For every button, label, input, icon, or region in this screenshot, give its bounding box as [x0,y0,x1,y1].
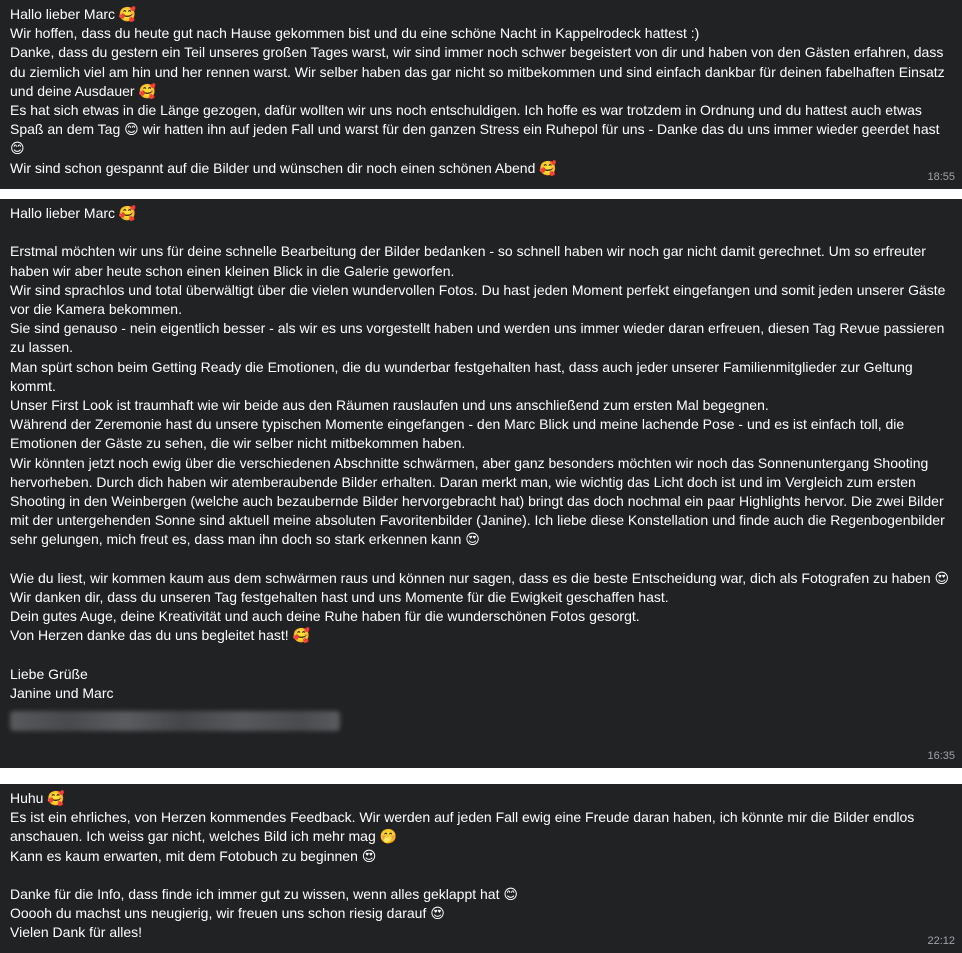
message-line: Janine und Marc [10,685,114,702]
message-line: Wir könnten jetzt noch ewig über die verschiedenen Abschnitte schwärmen, aber ganz besonders möchten wir noch das Sonnenuntergang Shooting hervorheben. Durch dich haben wir atemberaubende Bilder erhalten. Daran merkt man, wie wichtig das Licht doch ist und im Vergleich zum ersten Shooting in den Weinbergen (welche auch bezaubernde Bilder hervorgebracht hat) bringt das doch nochmal ein paar Highlights hervor. Die zwei Bilder mit der untergehenden Sonne sind aktuell meine absoluten Favoritenbilder (Janine). Ich liebe diese Konstellation und finde auch die Regenbogenbilder sehr gelungen, mich freut es, dass man ihn doch so stark erkennen kann 😍 [10,454,949,548]
message-line: Kann es kaum erwarten, mit dem Fotobuch zu beginnen 😍 [10,847,377,864]
message-line: Sie sind genauso - nein eigentlich besser - als wir es uns vorgestellt haben und werden uns immer wieder daran erfreuen, diesen Tag Revue passieren zu lassen. [10,320,949,356]
message-line: Es hat sich etwas in die Länge gezogen, dafür wollten wir uns noch entschuldigen. Ich hoffe es war trotzdem in Ordnung und du hattest auch etwas Spaß an dem Tag 😊 wir hatten ihn auf jeden Fall und warst für den ganzen Stress ein Ruhepol für uns - Danke das du uns immer wieder geerdet hast 😊 [10,102,944,157]
message-line [10,646,952,665]
message-line: Hallo lieber Marc 🥰 [10,6,137,22]
message-line: Erstmal möchten wir uns für deine schnelle Bearbeitung der Bilder bedanken - so schnell haben wir noch gar nicht damit gerechnet. Um so erfreuter haben wir aber heute schon einen kleinen Blick in die Galerie geworfen. [10,243,930,279]
message-line: Huhu 🥰 [10,790,65,806]
message-timestamp: 18:55 [927,171,955,183]
message-line: Wie du liest, wir kommen kaum aus dem schwärmen raus und können nur sagen, dass es die beste Entscheidung war, dich als Fotografen zu haben 😍 [10,569,950,586]
message-line: Wir hoffen, dass du heute gut nach Hause gekommen bist und du eine schöne Nacht in Kappelrodeck hattest :) [10,25,700,42]
message-line: Während der Zeremonie hast du unsere typischen Momente eingefangen - den Marc Blick und meine lachende Pose - und es ist einfach toll, die Emotionen der Gäste zu sehen, die wir selber nicht mitbekommen haben. [10,416,909,452]
message-line: Wir sind sprachlos und total überwältigt über die vielen wundervollen Fotos. Du hast jeden Moment perfekt eingefangen und somit jeden unserer Gäste vor die Kamera bekommen. [10,281,950,317]
message-line: Vielen Dank für alles! [10,924,143,941]
message-bubble-1[interactable] [0,0,962,189]
message-line: Wir danken dir, dass du unseren Tag festgehalten hast und uns Momente für die Ewigkeit geschaffen hast. [10,589,669,606]
message-bubble-3[interactable] [0,784,962,953]
message-line: Dein gutes Auge, deine Kreativität und auch deine Ruhe haben für die wunderschönen Fotos gesorgt. [10,608,640,625]
message-line [10,223,952,242]
message-line: Hallo lieber Marc 🥰 [10,205,137,221]
message-timestamp: 16:35 [927,750,955,762]
redacted-text [10,711,340,731]
message-bubble-2[interactable] [0,199,962,768]
message-line: Danke für die Info, dass finde ich immer gut zu wissen, wenn alles geklappt hat 😊 [10,886,518,902]
message-line: Man spürt schon beim Getting Ready die Emotionen, die du wunderbar festgehalten hast, dass auch jeder unserer Familienmitglieder zur Geltung kommt. [10,358,917,394]
message-timestamp: 22:12 [927,935,955,947]
message-line: Wir sind schon gespannt auf die Bilder und wünschen dir noch einen schönen Abend 🥰 [10,159,557,176]
message-line [10,550,952,569]
message-line: Liebe Grüße [10,665,88,682]
message-line: Von Herzen danke das du uns begleitet hast! 🥰 [10,627,310,644]
message-line [10,866,952,885]
message-line: Unser First Look ist traumhaft wie wir beide aus den Räumen rauslaufen und uns anschließend zum ersten Mal begegnen. [10,397,769,414]
message-line: Danke, dass du gestern ein Teil unseres großen Tages warst, wir sind immer noch schwer begeistert von dir und haben von den Gästen erfahren, dass du ziemlich viel am hin und her rennen warst. Wir selber haben das gar nicht so mitbekommen und sind einfach dankbar für deinen fabelhaften Einsatz und deine Ausdauer 🥰 [10,44,949,99]
message-line: Es ist ein ehrliches, von Herzen kommendes Feedback. Wir werden auf jeden Fall ewig eine Freude daran haben, ich könnte mir die Bilder endlos anschauen. Ich weiss gar nicht, welches Bild ich mehr mag 🤭 [10,809,919,845]
message-line: Ooooh du machst uns neugierig, wir freuen uns schon riesig darauf 😍 [10,905,445,922]
